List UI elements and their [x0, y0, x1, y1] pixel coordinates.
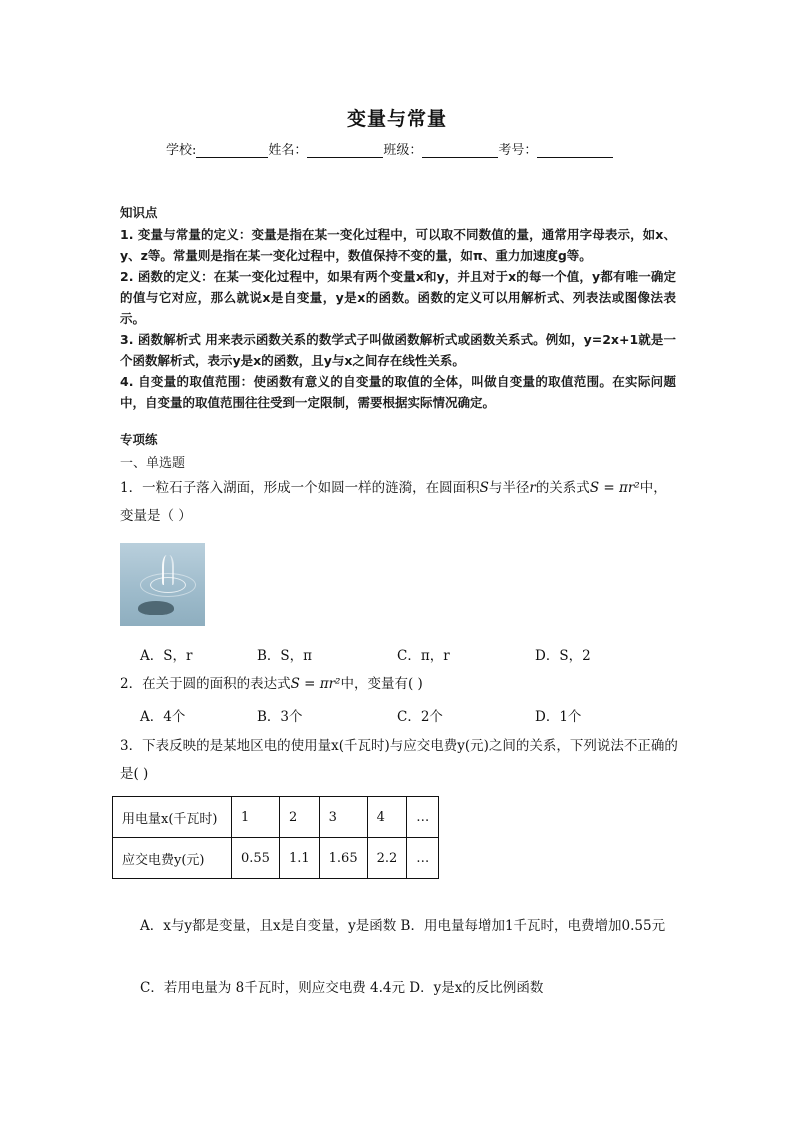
table-cell: 1.65	[319, 838, 367, 879]
math-var: S	[479, 480, 489, 496]
table-cell: 应交电费y(元)	[113, 838, 232, 879]
knowledge-item: 1. 变量与常量的定义：变量是指在某一变化过程中，可以取不同数值的量，通常用字母表示，如x、y、z等。常量则是指在某一变化过程中，数值保持不变的量，如π、重力加速度g等。	[120, 227, 676, 263]
class-blank[interactable]	[422, 143, 498, 158]
knowledge-heading: 知识点	[120, 205, 158, 220]
option-b[interactable]: B．S，π	[257, 648, 313, 664]
math-var: r	[529, 480, 536, 496]
school-blank[interactable]	[196, 143, 268, 158]
question-3-options-line-1[interactable]: A．x与y都是变量，且x是自变量，y是函数 B．用电量每增加1千瓦时，电费增加0.55元	[140, 918, 666, 934]
question-2	[120, 670, 680, 698]
question-text: 中，变量是（ ）	[120, 480, 667, 524]
option-d[interactable]: D．1个	[535, 709, 582, 725]
electricity-table	[112, 796, 439, 879]
option-b[interactable]: B．3个	[257, 709, 303, 725]
student-info-line	[166, 139, 646, 158]
question-2-options	[140, 705, 680, 725]
math-formula: S = πr²	[290, 676, 341, 692]
question-1	[120, 474, 680, 530]
knowledge-item: 4. 自变量的取值范围：使函数有意义的自变量的取值的全体，叫做自变量的取值范围。在实际问题中，自变量的取值范围往往受到一定限制，需要根据实际情况确定。	[120, 374, 676, 410]
knowledge-points	[120, 224, 676, 413]
question-text: 与半径	[488, 480, 530, 496]
name-label: 姓名：	[268, 143, 308, 158]
school-label: 学校:	[166, 143, 197, 158]
table-cell: 1	[232, 797, 280, 838]
practice-heading: 专项练	[120, 432, 158, 447]
option-c[interactable]: C．π，r	[397, 648, 450, 664]
name-blank[interactable]	[307, 143, 383, 158]
option-a[interactable]: A．S，r	[140, 648, 193, 664]
option-a[interactable]: A．4个	[140, 709, 186, 725]
rock-shape	[138, 601, 174, 615]
table-cell: …	[407, 838, 439, 879]
question-text: 的关系式	[535, 480, 590, 496]
question-3-options-line-2[interactable]: C．若用电量为 8千瓦时，则应交电费 4.4元 D．y是x的反比例函数	[140, 980, 544, 996]
table-cell: 2.2	[367, 838, 407, 879]
option-c[interactable]: C．2个	[397, 709, 443, 725]
knowledge-item: 2. 函数的定义：在某一变化过程中，如果有两个变量x和y，并且对于x的每一个值，y都有唯一确定的值与它对应，那么就说x是自变量，y是x的函数。函数的定义可以用解析式、列表法或图像法表示。	[120, 269, 676, 326]
table-cell: 3	[319, 797, 367, 838]
class-label: 班级：	[383, 143, 423, 158]
page-title: 变量与常量	[346, 108, 447, 130]
math-formula: S = πr²	[589, 480, 640, 496]
knowledge-item: 3. 函数解析式 用来表示函数关系的数学式子叫做函数解析式或函数关系式。例如，y=2x+1就是一个函数解析式，表示y是x的函数，且y与x之间存在线性关系。	[120, 332, 676, 368]
question-3: 3．下表反映的是某地区电的使用量x(千瓦时)与应交电费y(元)之间的关系，下列说法不正确的是( )	[120, 738, 678, 782]
question-text: 中，变量有( )	[340, 676, 423, 692]
option-d[interactable]: D．S，2	[535, 648, 591, 664]
table-cell: 用电量x(千瓦时)	[113, 797, 232, 838]
number-blank[interactable]	[537, 143, 613, 158]
splash-shape	[162, 555, 174, 585]
stone-ripple-photo	[120, 543, 205, 626]
table-cell: 0.55	[232, 838, 280, 879]
table-cell: 2	[279, 797, 319, 838]
number-label: 考号：	[498, 143, 538, 158]
table-cell: 1.1	[279, 838, 319, 879]
question-text: 2．在关于圆的面积的表达式	[120, 676, 291, 692]
question-1-options	[140, 644, 680, 664]
table-cell: …	[407, 797, 439, 838]
table-cell: 4	[367, 797, 407, 838]
table-row	[113, 838, 439, 879]
question-text: 1．一粒石子落入湖面，形成一个如圆一样的涟漪，在圆面积	[120, 480, 480, 496]
part-heading: 一、单选题	[120, 456, 186, 471]
table-row	[113, 797, 439, 838]
